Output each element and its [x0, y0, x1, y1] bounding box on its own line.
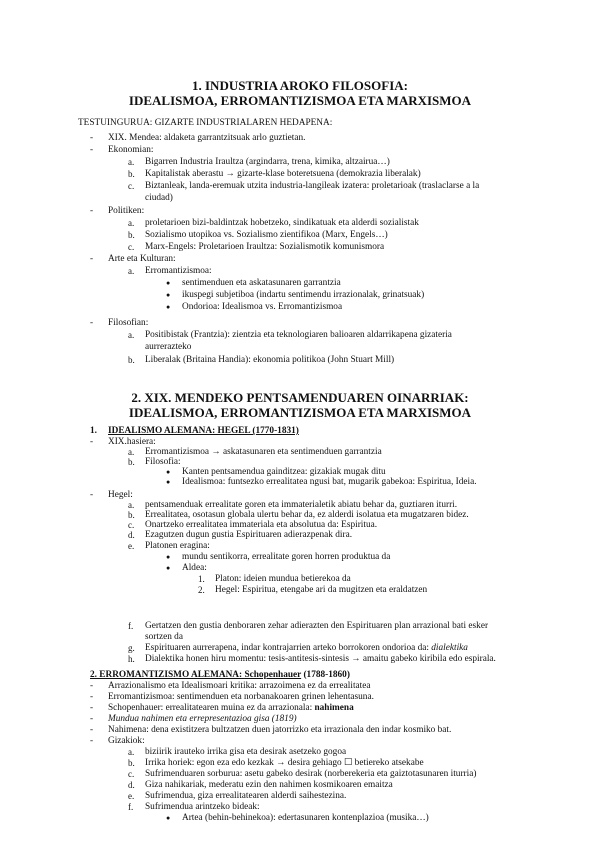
list-marker: c.: [128, 242, 135, 252]
list-marker: e.: [128, 541, 135, 551]
dash: -: [90, 681, 94, 691]
text-line: Idealismoa: funtsezko errealitatea ngusi bat, mugarik gabekoa: Espiritua, Ideia.: [182, 477, 477, 487]
schopenhauer-heading: [90, 670, 350, 681]
list-marker: b.: [128, 169, 135, 179]
list-marker: h.: [128, 654, 135, 664]
list-marker: a.: [128, 266, 135, 276]
list-marker: g.: [128, 643, 135, 653]
heading-part: 2. ERROMANTIZISMO ALEMANA:: [90, 670, 245, 680]
dash: -: [90, 206, 94, 216]
sub-list-marker: 2.: [198, 585, 205, 595]
bullet-icon: ●: [166, 478, 171, 486]
dash: -: [90, 725, 94, 735]
text-line: proletarioen bizi-baldintzak hobetzeko, sindikatuak eta alderdi sozialistak: [145, 218, 419, 228]
heading-dates: (1788-1860): [301, 670, 350, 680]
dash: -: [90, 736, 94, 746]
text-line: Aldea:: [182, 563, 207, 573]
text-span: Espirituaren aurrerapena, indar kontrajarrien arteko borrokoren ondorioa da:: [145, 643, 432, 653]
dash: -: [90, 318, 94, 328]
text-line: pentsamenduak errealitate goren eta immaterialetik abiatu behar da, guztiaren iturri.: [145, 500, 458, 510]
list-marker: f.: [128, 621, 134, 631]
dash: -: [90, 437, 94, 447]
dash: -: [90, 692, 94, 702]
text-line: Hegel: Espiritua, etengabe ari da mugitzen eta eraldatzen: [215, 585, 428, 595]
section1-title-line1: 1. INDUSTRIA AROKO FILOSOFIA:: [192, 78, 408, 93]
list-marker: c.: [128, 181, 135, 191]
list-marker: a.: [128, 218, 135, 228]
text-line: Ondorioa: Idealismoa vs. Erromantizismoa: [182, 302, 343, 312]
text-line: Filosofian:: [108, 318, 149, 328]
list-marker: b.: [128, 510, 135, 520]
bullet-icon: ●: [166, 564, 171, 572]
text-line: Onartzeko errealitatea immateriala eta absolutua da: Espiritua.: [145, 520, 378, 530]
dash: -: [90, 490, 94, 500]
text-line: Erromantizismoa: sentimenduen eta norbanakoaren grinen lehentasuna.: [108, 692, 374, 702]
dash: -: [90, 145, 94, 155]
list-marker: a.: [128, 447, 135, 457]
text-line: XIX. Mendea: aldaketa garrantzitsuak arlo guztietan.: [108, 133, 306, 143]
text-span: Schopenhauer: errealitatearen muina ez da arrazionala:: [108, 703, 315, 713]
text-line: [145, 643, 468, 654]
text-line: Nahimena: dena existitzera bultzatzen duen jatorrizko eta irrazionala den indar kosmiko bat.: [108, 725, 452, 735]
text-line: Erromantizismoa:: [145, 266, 212, 276]
text-line: Gizakiok:: [108, 736, 145, 746]
list-marker: b.: [128, 457, 135, 467]
bullet-icon: ●: [166, 279, 171, 287]
text-line: Errealitatea, osotasun globala ulertu behar da, ez alderdi isolatua eta mugatzaren bidez.: [145, 510, 469, 520]
text-line: aurrerazteko: [145, 342, 192, 352]
text-line: sentimenduen eta askatasunaren garrantzia: [182, 278, 341, 288]
text-line: Dialektika honen hiru momentu: tesis-antitesis-sintesis → amaitu gabeko kiribila edo espirala.: [145, 654, 496, 664]
list-marker: c.: [128, 520, 135, 530]
text-line: Ezagutzen dugun gustia Espirituaren adierazpenak dira.: [145, 530, 353, 540]
text-line: Marx-Engels: Proletarioen Iraultza: Sozialismotik komunismora: [145, 242, 385, 252]
dash: -: [90, 133, 94, 143]
text-line: XIX.hasiera:: [108, 437, 156, 447]
hegel-heading-number: 1.: [90, 426, 97, 436]
heading-name: Schopenhauer: [244, 670, 302, 680]
text-line: Sufrimendua, giza errealitatearen alderdi saihestezina.: [145, 791, 347, 801]
list-marker: d.: [128, 530, 135, 540]
text-line: biziirik irauteko irrika gisa eta desirak asetzeko gogoa: [145, 747, 347, 757]
list-marker: a.: [128, 157, 135, 167]
list-marker: c.: [128, 769, 135, 779]
text-line: Politiken:: [108, 206, 145, 216]
text-line: Ekonomian:: [108, 145, 154, 155]
text-line: Kapitalistak aberastu → gizarte-klase boteretsuena (demokrazia liberalak): [145, 169, 421, 179]
text-line: mundu sentikorra, errealitate goren horren produktua da: [182, 552, 391, 562]
text-line: Sufrimenduaren sorburua: asetu gabeko desirak (norberekeria eta gaiztotasunaren iturria): [145, 769, 477, 779]
list-marker: e.: [128, 791, 135, 801]
dialectics-term: dialektika: [431, 643, 468, 653]
text-line: Artea (behin-behinekoa): edertasunaren kontenplazioa (musika…): [182, 813, 429, 823]
section2-title-line1: 2. XIX. MENDEKO PENTSAMENDUAREN OINARRIAK:: [131, 390, 469, 405]
list-marker: b.: [128, 230, 135, 240]
list-marker: b.: [128, 355, 135, 365]
bullet-icon: ●: [166, 303, 171, 311]
text-line: sortzen da: [145, 632, 183, 642]
dash: -: [90, 703, 94, 713]
text-line: Platon: ideien mundua betierekoa da: [215, 574, 351, 584]
text-line: [108, 703, 354, 714]
text-line: Erromantizismoa → askatasunaren eta sentimenduen garrantzia: [145, 447, 382, 457]
list-marker: a.: [128, 330, 135, 340]
text-line: Bigarren Industria Iraultza (argindarra, trena, kimika, altzairua…): [145, 157, 390, 167]
text-line: Irrika horiek: egon eza edo kezkak → desira gehiago ☐ betiereko atsekabe: [145, 758, 424, 768]
hegel-heading: IDEALISMO ALEMANA: HEGEL (1770-1831): [108, 426, 299, 436]
book-title: Mundua nahimen eta errepresentazioa gisa (1819): [108, 714, 297, 724]
text-line: Biztanleak, landa-eremuak utzita industria-langileak izatera: proletarioak (traslaclarse a la: [145, 181, 480, 191]
text-line: Gertatzen den gustia denboraren zehar adierazten den Espirituaren plan arrazional bati esker: [145, 621, 489, 631]
text-line: Giza nahikariak, mederatu ezin den nahimen kosmikoaren emaitza: [145, 780, 393, 790]
text-line: Kanten pentsamendua gainditzea: gizakiak mugak ditu: [182, 467, 386, 477]
sub-list-marker: 1.: [198, 574, 205, 584]
dash: -: [90, 254, 94, 264]
bullet-icon: ●: [166, 291, 171, 299]
text-line: Positibistak (Frantzia): zientzia eta teknologiaren balioaren aldarrikapena gizateria: [145, 330, 452, 340]
text-line: Filosofia:: [145, 457, 181, 467]
list-marker: a.: [128, 747, 135, 757]
text-line: Arte eta Kulturan:: [108, 254, 176, 264]
list-marker: f.: [128, 802, 134, 812]
text-line: Liberalak (Britaina Handia): ekonomia politikoa (John Stuart Mill): [145, 355, 395, 365]
text-line: Hegel:: [108, 490, 133, 500]
dash: -: [90, 714, 94, 724]
text-line: Sozialismo utopikoa vs. Sozialismo zientifikoa (Marx, Engels…): [145, 230, 388, 240]
bullet-icon: ●: [166, 553, 171, 561]
text-line: ikuspegi subjetiboa (indartu sentimendu irrazionalak, grinatsuak): [182, 290, 425, 300]
bullet-icon: ●: [166, 468, 171, 476]
will-term: nahimena: [314, 703, 354, 713]
section1-title-line2: IDEALISMOA, ERROMANTIZISMOA ETA MARXISMOA: [128, 93, 472, 108]
context-heading: TESTUINGURUA: GIZARTE INDUSTRIALAREN HEDAPENA:: [78, 118, 333, 128]
list-marker: a.: [128, 500, 135, 510]
bullet-icon: ●: [166, 814, 171, 822]
section2-title-line2: IDEALISMOA, ERROMANTIZISMOA ETA MARXISMOA: [128, 405, 472, 420]
text-line: Platonen eragina:: [145, 541, 210, 551]
text-line: Arrazionalismo eta Idealismoari kritika: arrazoimena ez da errealitatea: [108, 681, 371, 691]
list-marker: d.: [128, 780, 135, 790]
text-line: ciudad): [145, 193, 173, 203]
text-line: Sufrimendua arintzeko bideak:: [145, 802, 260, 812]
list-marker: b.: [128, 758, 135, 768]
